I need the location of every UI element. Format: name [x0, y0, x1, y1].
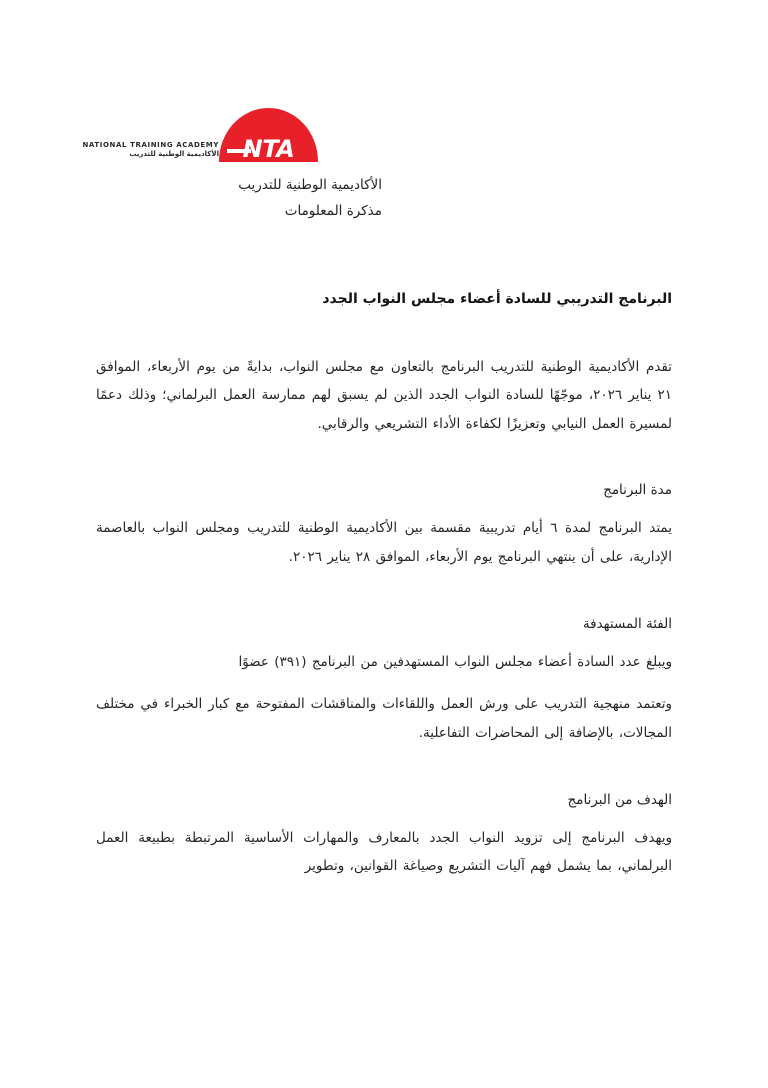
page-title: البرنامج التدريبي للسادة أعضاء مجلس النواب الجدد [322, 290, 672, 307]
section-paragraph-methodology: وتعتمد منهجية التدريب على ورش العمل واللقاءات والمناقشات المفتوحة مع كبار الخبراء في مختلف المجالات، بالإضافة إلى المحاضرات التفاعلية. [96, 696, 672, 741]
masthead-doc-type: مذكرة المعلومات [284, 203, 382, 220]
section-heading-target-audience: الفئة المستهدفة [582, 615, 672, 632]
masthead [96, 172, 382, 225]
logo-wordmark-arabic: الأكاديمية الوطنية للتدريب [129, 150, 219, 159]
logo-wordmark [82, 142, 219, 162]
academy-logo [78, 108, 318, 162]
section-paragraph-target-count: ويبلغ عدد السادة أعضاء مجلس النواب المستهدفين من البرنامج (٣٩١) عضوًا [238, 653, 672, 670]
logo-wordmark-english: NATIONAL TRAINING ACADEMY [82, 140, 219, 149]
intro-paragraph: تقدم الأكاديمية الوطنية للتدريب البرنامج بالتعاون مع مجلس النواب، بدايةً من يوم الأربعاء، الموافق ٢١ يناير ٢٠٢٦، موجّهًا للسادة النواب الجدد الذين لم يسبق لهم ممارسة العمل البرلماني؛ وذلك دعمًا لمسيرة العمل النيابي وتعزيزًا لكفاءة الأداء التشريعي والرقابي. [96, 358, 672, 432]
nta-logo-mark [219, 108, 318, 162]
masthead-organization: الأكاديمية الوطنية للتدريب [238, 177, 382, 193]
document-body [96, 172, 672, 894]
section-paragraph-objective: ويهدف البرنامج إلى تزويد النواب الجدد بالمعارف والمهارات الأساسية المرتبطة بطبيعة العمل البرلماني، بما يشمل فهم آليات التشريع وصياغة القوانين، وتطوير [96, 829, 672, 875]
logo-nta-text: NTA [242, 135, 295, 163]
section-paragraph-duration: يمتد البرنامج لمدة ٦ أيام تدريبية مقسمة بين الأكاديمية الوطنية للتدريب ومجلس النواب بالعاصمة الإدارية، على أن ينتهي البرنامج يوم الأربعاء، الموافق ٢٨ يناير ٢٠٢٦. [96, 520, 672, 566]
section-heading-duration: مدة البرنامج [603, 482, 672, 499]
section-heading-objective: الهدف من البرنامج [567, 791, 672, 808]
